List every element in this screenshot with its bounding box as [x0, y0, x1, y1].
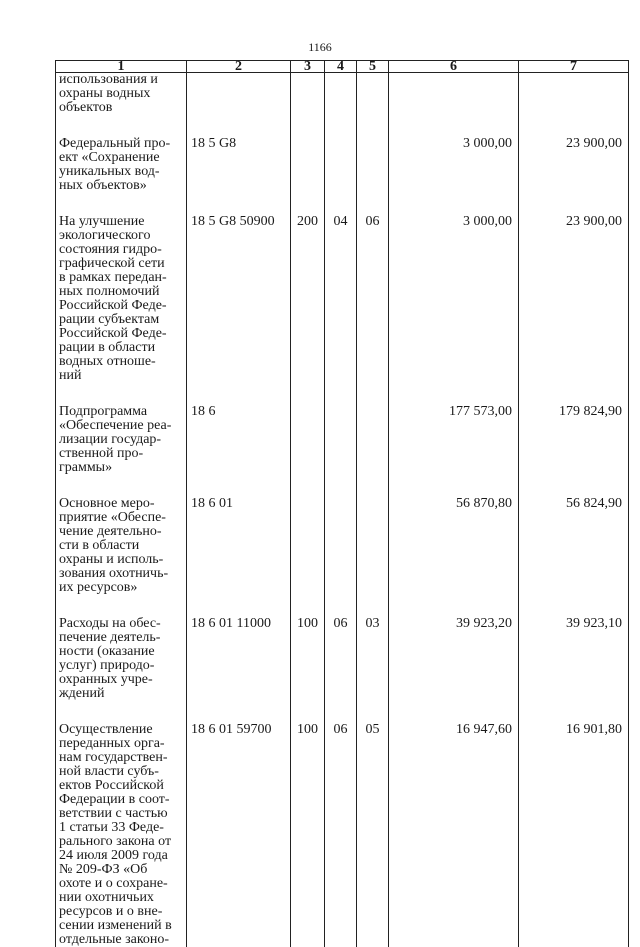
- row-name: [56, 137, 187, 193]
- spacer-cell: [291, 595, 325, 617]
- row-name: [56, 215, 187, 383]
- row-expense-type: [291, 73, 325, 116]
- table-row: [56, 617, 629, 701]
- row-name-line: охранных учре-: [59, 673, 184, 687]
- row-name-line: граммы»: [59, 461, 184, 475]
- spacer-cell: [389, 383, 519, 405]
- row-expense-type: 100: [291, 617, 325, 701]
- row-name-line: ект «Сохранение: [59, 151, 184, 165]
- row-amount-2020: 23 900,00: [519, 215, 629, 383]
- row-name-line: отдельные законо-: [59, 933, 184, 947]
- row-name-line: 1 статьи 33 Феде-: [59, 821, 184, 835]
- row-amount-2020: 39 923,10: [519, 617, 629, 701]
- row-name-line: 24 июля 2009 года: [59, 849, 184, 863]
- row-name: [56, 405, 187, 475]
- row-code: 18 5 G8: [187, 137, 291, 193]
- row-name-line: № 209-ФЗ «Об: [59, 863, 184, 877]
- spacer-cell: [291, 475, 325, 497]
- row-amount-2020: 179 824,90: [519, 405, 629, 475]
- row-subsection: 06: [357, 215, 389, 383]
- row-name-line: ных полномочий: [59, 285, 184, 299]
- row-name-line: экологического: [59, 229, 184, 243]
- row-amount-2019: 3 000,00: [389, 137, 519, 193]
- row-name-line: ний: [59, 369, 184, 383]
- row-subsection: [357, 73, 389, 116]
- spacer-cell: [187, 701, 291, 723]
- row-expense-type: [291, 405, 325, 475]
- row-name-line: печение деятель-: [59, 631, 184, 645]
- row-name-line: графической сети: [59, 257, 184, 271]
- row-name-line: ектов Российской: [59, 779, 184, 793]
- table-row: [56, 215, 629, 383]
- row-expense-type: 200: [291, 215, 325, 383]
- row-name: [56, 617, 187, 701]
- spacer-cell: [187, 475, 291, 497]
- spacer-cell: [389, 595, 519, 617]
- spacer-cell: [389, 193, 519, 215]
- spacer-cell: [56, 193, 187, 215]
- spacer-cell: [187, 193, 291, 215]
- table-row: [56, 137, 629, 193]
- row-amount-2019: 56 870,80: [389, 497, 519, 595]
- row-amount-2019: 3 000,00: [389, 215, 519, 383]
- row-spacer: [56, 595, 629, 617]
- header-row: [56, 61, 629, 73]
- spacer-cell: [389, 475, 519, 497]
- spacer-cell: [519, 115, 629, 137]
- row-amount-2020: 23 900,00: [519, 137, 629, 193]
- row-amount-2019: 177 573,00: [389, 405, 519, 475]
- row-name-line: лизации государ-: [59, 433, 184, 447]
- row-name-line: охраны водных: [59, 87, 184, 101]
- spacer-cell: [325, 475, 357, 497]
- row-section: [325, 405, 357, 475]
- row-spacer: [56, 475, 629, 497]
- row-name-line: Основное меро-: [59, 497, 184, 511]
- spacer-cell: [56, 595, 187, 617]
- row-section: 04: [325, 215, 357, 383]
- row-name-line: нии охотничьих: [59, 891, 184, 905]
- row-name-line: сти в области: [59, 539, 184, 553]
- row-name-line: охраны и исполь-: [59, 553, 184, 567]
- row-name-line: Российской Феде-: [59, 299, 184, 313]
- row-name-line: в рамках передан-: [59, 271, 184, 285]
- row-name-line: услуг) природо-: [59, 659, 184, 673]
- col-header-2: 2: [187, 61, 291, 73]
- row-amount-2019: [389, 73, 519, 116]
- col-header-5: 5: [357, 61, 389, 73]
- spacer-cell: [325, 383, 357, 405]
- row-name-line: Подпрограмма: [59, 405, 184, 419]
- spacer-cell: [325, 115, 357, 137]
- row-subsection: [357, 405, 389, 475]
- row-name-line: «Обеспечение реа-: [59, 419, 184, 433]
- spacer-cell: [56, 115, 187, 137]
- spacer-cell: [519, 595, 629, 617]
- row-code: [187, 73, 291, 116]
- budget-table: [55, 60, 629, 947]
- spacer-cell: [56, 475, 187, 497]
- spacer-cell: [56, 383, 187, 405]
- row-name-line: зования охотничь-: [59, 567, 184, 581]
- col-header-1: 1: [56, 61, 187, 73]
- row-expense-type: 100: [291, 723, 325, 947]
- row-name-line: чение деятельно-: [59, 525, 184, 539]
- row-name-line: Расходы на обес-: [59, 617, 184, 631]
- spacer-cell: [291, 701, 325, 723]
- spacer-cell: [519, 701, 629, 723]
- page-number: 1166: [0, 40, 640, 55]
- row-subsection: [357, 137, 389, 193]
- table-row: [56, 497, 629, 595]
- spacer-cell: [357, 595, 389, 617]
- row-section: 06: [325, 617, 357, 701]
- spacer-cell: [187, 595, 291, 617]
- row-expense-type: [291, 497, 325, 595]
- row-amount-2020: 16 901,80: [519, 723, 629, 947]
- row-name: [56, 497, 187, 595]
- spacer-cell: [291, 383, 325, 405]
- spacer-cell: [389, 115, 519, 137]
- row-name-line: рации субъектам: [59, 313, 184, 327]
- row-name-line: Федерации в соот-: [59, 793, 184, 807]
- row-code: 18 6 01: [187, 497, 291, 595]
- row-name-line: рации в области: [59, 341, 184, 355]
- row-name-line: ных объектов»: [59, 179, 184, 193]
- row-name-line: Российской Феде-: [59, 327, 184, 341]
- row-name-line: водных отноше-: [59, 355, 184, 369]
- spacer-cell: [325, 595, 357, 617]
- row-name-line: ственной про-: [59, 447, 184, 461]
- row-subsection: 05: [357, 723, 389, 947]
- spacer-cell: [389, 701, 519, 723]
- row-amount-2020: 56 824,90: [519, 497, 629, 595]
- row-name-line: Федеральный про-: [59, 137, 184, 151]
- row-name: [56, 723, 187, 947]
- spacer-cell: [357, 193, 389, 215]
- row-subsection: 03: [357, 617, 389, 701]
- row-spacer: [56, 383, 629, 405]
- row-section: [325, 497, 357, 595]
- row-section: [325, 73, 357, 116]
- row-subsection: [357, 497, 389, 595]
- col-header-4: 4: [325, 61, 357, 73]
- row-name-line: ветствии с частью: [59, 807, 184, 821]
- col-header-3: 3: [291, 61, 325, 73]
- spacer-cell: [357, 383, 389, 405]
- row-code: 18 5 G8 50900: [187, 215, 291, 383]
- spacer-cell: [291, 193, 325, 215]
- row-name-line: На улучшение: [59, 215, 184, 229]
- table-row: [56, 405, 629, 475]
- spacer-cell: [325, 193, 357, 215]
- row-code: 18 6 01 59700: [187, 723, 291, 947]
- row-name-line: сении изменений в: [59, 919, 184, 933]
- spacer-cell: [357, 701, 389, 723]
- col-header-7: 7: [519, 61, 629, 73]
- row-name-line: переданных орга-: [59, 737, 184, 751]
- row-name-line: рального закона от: [59, 835, 184, 849]
- spacer-cell: [519, 193, 629, 215]
- row-spacer: [56, 701, 629, 723]
- spacer-cell: [519, 383, 629, 405]
- row-section: 06: [325, 723, 357, 947]
- col-header-6: 6: [389, 61, 519, 73]
- row-name-line: уникальных вод-: [59, 165, 184, 179]
- row-name-line: ждений: [59, 687, 184, 701]
- row-name-line: использования и: [59, 73, 184, 87]
- row-code: 18 6: [187, 405, 291, 475]
- spacer-cell: [187, 383, 291, 405]
- table-row: [56, 73, 629, 116]
- spacer-cell: [187, 115, 291, 137]
- spacer-cell: [325, 701, 357, 723]
- row-name-line: нам государствен-: [59, 751, 184, 765]
- row-name-line: охоте и о сохране-: [59, 877, 184, 891]
- spacer-cell: [519, 475, 629, 497]
- row-name-line: ности (оказание: [59, 645, 184, 659]
- row-expense-type: [291, 137, 325, 193]
- row-name-line: их ресурсов»: [59, 581, 184, 595]
- row-spacer: [56, 115, 629, 137]
- row-name-line: объектов: [59, 101, 184, 115]
- spacer-cell: [357, 115, 389, 137]
- row-amount-2019: 16 947,60: [389, 723, 519, 947]
- spacer-cell: [56, 701, 187, 723]
- row-name-line: ресурсов и о вне-: [59, 905, 184, 919]
- table-body: [56, 73, 629, 947]
- row-name-line: приятие «Обеспе-: [59, 511, 184, 525]
- spacer-cell: [291, 115, 325, 137]
- row-name-line: ной власти субъ-: [59, 765, 184, 779]
- row-amount-2019: 39 923,20: [389, 617, 519, 701]
- spacer-cell: [357, 475, 389, 497]
- row-name-line: состояния гидро-: [59, 243, 184, 257]
- row-amount-2020: [519, 73, 629, 116]
- row-name-line: Осуществление: [59, 723, 184, 737]
- row-section: [325, 137, 357, 193]
- row-spacer: [56, 193, 629, 215]
- row-name: [56, 73, 187, 116]
- row-code: 18 6 01 11000: [187, 617, 291, 701]
- table-row: [56, 723, 629, 947]
